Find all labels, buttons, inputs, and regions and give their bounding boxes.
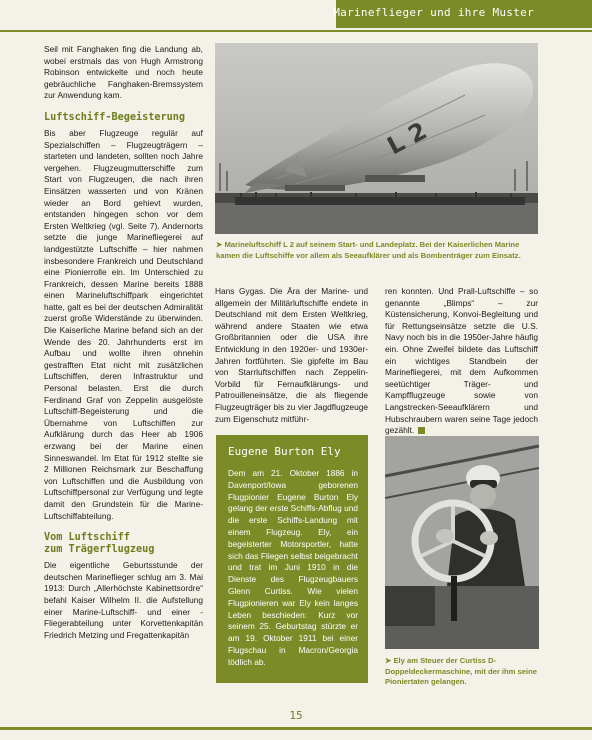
section-paragraph-luftschiff: Bis aber Flugzeuge regulär auf Spezialschiffen – Flugzeugträgern – starteten und landeten, sollten noch Jahre vergehen. Flugzeugmutterschiffe zum Start von Flugzeugen, die nach ihren Einsätzen wasserten und von Kränen wieder an Bord gehievt wurden, entstanden hingegen schon vor dem Ersten Weltkrieg (vgl. Seite 7). Andernorts setzte die junge Marinefliegerei auf landgestützte Luftschiffe – hier nahmen insbesondere Frankreich und Deutschland eine Pionierrolle ein. Im Unterschied zu Frankreich, dessen Marine bereits 1888 einen Marineluftschiffpark eingerichtet hatte, galt es bei der deutschen Admiralität zuerst große Widerstände zu überwinden. Die Kaiserliche Marine befand sich an der Wende des 20. Jahrhunderts erst im Aufbau und wollte ihren ohnehin gestrafften Etat nicht mit zusätzlichen Luftschiffen, deren Infrastruktur und Personal belasten. Erst die durch Ferdinand Graf von Zeppelin ausgelöste Luftschiff-Begeisterung und die Übernahme von Luftschiffen zur Aufklärung durch das Heer ab 1906 erzwang bei der Marine einen Sinneswandel. Im Etat für 1912 stellte sie 2 Millionen Reichsmark zur Beschaffung von Luftschiffen und die Ausbildung von Luftschiffpersonal zur Verfügung und legte damit den Grundstein für die Marine-Luftschiffabteilung. (44, 127, 203, 521)
section-heading-line-2: zum Trägerflugzeug (44, 544, 155, 556)
text-column-2 (215, 286, 368, 425)
biography-box-text: Dem am 21. Oktober 1886 in Davenport/Iowa geborenen Flugpionier Eugene Burton Ely gelang der erste Schiffs-Abflug und die erste Schiffs-Landung mit einem Flugzeug. Ely, ein begeisterter Motorsportler, hatte sich das Fliegen selbst beigebracht und trat im Juni 1910 in die Dienste des Flugzeugbauers Glenn Curtiss. Wie vielen Flugpionieren war Ely kein langes Leben beschieden: Kurz vor seinem 25. Geburtstag stürzte er am 19. Oktober 1911 bei einer Flugschau in Macron/Georgia tödlich ab. (228, 468, 358, 667)
airship-photo-caption: ➤ Marineluftschiff L 2 auf seinem Start- und Landeplatz. Bei der Kaiserlichen Marine kamen die Luftschiffe vor allem als Seeaufklärer und als Bombenträger zum Einsatz. (216, 240, 521, 260)
pilot-photo-caption: ➤ Ely am Steuer der Curtiss D-Doppeldeckermaschine, mit der ihm seine Pioniertaten gelangen. (385, 656, 537, 687)
text-column-1 (44, 44, 203, 641)
pilot-illustration (385, 436, 539, 649)
text-column-3 (385, 286, 538, 437)
column-2-paragraph: Hans Gygas. Die Ära der Marine- und allgemein der Militärluftschiffe endete in Deutschland mit dem Ersten Weltkrieg, während andere Staaten wie etwa Großbritannien oder die USA ihre Entwicklung in den 1920er- und 1930er-Jahren fortführten. Sie gipfelte im Bau von Starrluftschiffen nach Zeppelin-Vorbild für Fernaufklärungs- und Patrouilleneinsätze, die als fliegende Flugzeugträger bis zu vier Jagdflugzeuge zum Eigenschutz mitführ- (215, 286, 368, 424)
intro-paragraph: Seil mit Fanghaken fing die Landung ab, wobei erstmals das von Hugh Armstrong Robinson entwickelte und noch heute gebräuchliche Fanghaken-Bremssystem zur Anwendung kam. (44, 44, 203, 101)
airship-photo (215, 43, 538, 234)
section-heading-luftschiff: Luftschiff-Begeisterung (44, 111, 186, 123)
running-header-title: Marineflieger und ihre Muster (333, 6, 534, 19)
biography-box (216, 435, 368, 683)
biography-box-title: Eugene Burton Ely (228, 445, 341, 458)
airship-marking-label: L 2 (382, 116, 432, 161)
square-end-icon (418, 427, 425, 434)
section-heading-traegerflugzeug (44, 532, 203, 556)
section-paragraph-traegerflugzeug: Die eigentliche Geburtsstunde der deutschen Marineflieger schlug am 3. Mai 1913: Durch „Allerhöchste Kabinettsordre“ befahl Kaiser Wilhelm II. die Aufstellung einer Marine-Luftschiff- und einer -Fliegerabteilung unter Korvettenkapitän Friedrich Metzing und Fregattenkapitän (44, 560, 203, 640)
header-band (333, 0, 592, 28)
section-heading-line-1: Vom Luftschiff (44, 532, 130, 544)
page-number: 15 (289, 709, 303, 722)
column-3-paragraph (385, 286, 538, 437)
bottom-rule (0, 727, 592, 730)
column-3-text: ren konnten. Und Prall-Luftschiffe – so genannte „Blimps“ – zur Küstensicherung, Konvoi-Begleitung und für Rettungseinsätze setzte die U.S. Navy noch bis in die 1950er-Jahre häufig ein. Ohne Zweifel bildete das Luftschiff ein wichtiges Standbein der Marinefliegerei, mit dem Aufkommen seetüchtiger Träger- und Kampfflugzeuge sowie von Langstrecken-Seeaufklärern und Hubschraubern waren seine Tage jedoch gezählt. (385, 286, 538, 436)
airship-illustration (215, 43, 538, 234)
pilot-photo (385, 436, 539, 649)
header-rule (0, 30, 592, 32)
